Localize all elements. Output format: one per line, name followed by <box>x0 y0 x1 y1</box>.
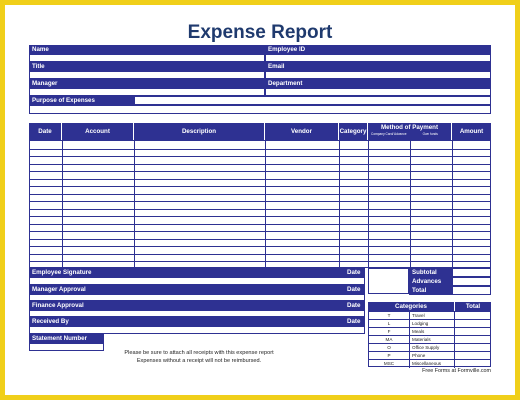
category-name: Travel <box>412 313 425 318</box>
category-code: T <box>369 312 410 319</box>
advances-label: Advances <box>409 277 452 286</box>
employee-signature-field[interactable] <box>29 277 365 285</box>
table-row-divider <box>30 239 490 240</box>
receipt-note-1: Please be sure to attach all receipts with this expense report <box>124 350 274 356</box>
table-row-divider <box>30 194 490 195</box>
name-field[interactable] <box>29 54 265 62</box>
category-row <box>369 344 490 352</box>
category-code: MA <box>369 336 410 343</box>
email-field[interactable] <box>265 71 491 79</box>
employee-signature-date: Date <box>347 269 361 276</box>
category-total-field[interactable] <box>454 360 490 368</box>
page-title: Expense Report <box>187 22 333 43</box>
table-row-divider <box>30 216 490 217</box>
col-method-of-payment <box>368 123 452 140</box>
manager-field[interactable] <box>29 88 265 96</box>
expense-table-body[interactable] <box>29 140 491 268</box>
finance-approval-date: Date <box>347 302 361 309</box>
category-row <box>369 328 490 336</box>
table-row-divider <box>30 179 490 180</box>
category-total-field[interactable] <box>454 344 490 351</box>
table-row-divider <box>30 201 490 202</box>
category-name: Miscellaneous <box>412 361 442 366</box>
manager-approval-text: Manager Approval <box>32 286 86 293</box>
category-row <box>369 336 490 344</box>
category-code: O <box>369 344 410 351</box>
purpose-field-line1[interactable] <box>134 96 491 105</box>
employee-id-label: Employee ID <box>265 45 491 54</box>
footer-credit: Free Forms at Formville.com <box>422 368 491 374</box>
employee-id-field[interactable] <box>265 54 491 62</box>
manager-approval-label <box>29 285 365 294</box>
category-name: Materials <box>412 337 431 342</box>
table-col-divider <box>452 141 453 267</box>
category-row <box>369 312 490 320</box>
table-col-divider <box>134 141 135 267</box>
department-field[interactable] <box>265 88 491 96</box>
category-name: Phone <box>412 353 426 358</box>
purpose-field-line2[interactable] <box>29 105 491 114</box>
received-by-field[interactable] <box>29 326 365 334</box>
advances-field[interactable] <box>452 277 491 286</box>
department-label: Department <box>265 79 491 88</box>
subtotal-field[interactable] <box>452 268 491 277</box>
col-category: Category <box>339 123 368 140</box>
total-field[interactable] <box>452 286 491 295</box>
received-by-label <box>29 317 365 326</box>
method-own-funds: Own funds <box>422 132 438 136</box>
title-label: Title <box>29 62 265 71</box>
category-code: F <box>369 328 410 335</box>
category-name: Office Supply <box>412 345 440 350</box>
col-description: Description <box>134 123 265 140</box>
expense-table-header <box>29 123 491 140</box>
manager-approval-field[interactable] <box>29 294 365 301</box>
table-row-divider <box>30 186 490 187</box>
table-row-divider <box>30 171 490 172</box>
category-row <box>369 320 490 328</box>
category-name: Lodging <box>412 321 429 326</box>
category-total-field[interactable] <box>454 312 490 319</box>
table-row-divider <box>30 224 490 225</box>
totals-spacer <box>368 268 409 294</box>
name-label: Name <box>29 45 265 54</box>
category-name: Meals <box>412 329 425 334</box>
category-total-field[interactable] <box>454 328 490 335</box>
subtotal-label: Subtotal <box>409 268 452 277</box>
statement-number-field[interactable] <box>29 343 104 351</box>
table-col-divider <box>368 141 369 267</box>
received-by-text: Received By <box>32 318 69 325</box>
table-row-divider <box>30 231 490 232</box>
table-col-divider <box>339 141 340 267</box>
table-row-divider <box>30 156 490 157</box>
statement-number-label: Statement Number <box>29 334 104 343</box>
total-label: Total <box>409 286 452 295</box>
table-row-divider <box>30 209 490 210</box>
employee-signature-text: Employee Signature <box>32 269 92 276</box>
col-account: Account <box>62 123 134 140</box>
category-row <box>369 360 490 368</box>
category-total-field[interactable] <box>454 336 490 343</box>
receipt-note-2: Expenses without a receipt will not be reimbursed. <box>136 358 262 364</box>
category-code: MSC <box>369 360 410 368</box>
categories-table <box>368 311 491 367</box>
table-row-divider <box>30 254 490 255</box>
col-vendor: Vendor <box>265 123 339 140</box>
categories-header: Categories <box>368 302 454 311</box>
finance-approval-text: Finance Approval <box>32 302 84 309</box>
method-header: Method of Payment <box>380 124 439 131</box>
table-col-divider <box>62 141 63 267</box>
manager-label: Manager <box>29 79 265 88</box>
table-col-divider <box>410 141 411 267</box>
table-row-divider <box>30 149 490 150</box>
category-total-field[interactable] <box>454 320 490 327</box>
email-label: Email <box>265 62 491 71</box>
title-field[interactable] <box>29 71 265 79</box>
category-code: L <box>369 320 410 327</box>
table-row-divider <box>30 164 490 165</box>
categories-total-header: Total <box>454 302 491 311</box>
finance-approval-field[interactable] <box>29 310 365 317</box>
table-row-divider <box>30 246 490 247</box>
table-row-divider <box>30 261 490 262</box>
category-code: P <box>369 352 410 359</box>
col-amount: Amount <box>452 123 491 140</box>
manager-approval-date: Date <box>347 286 361 293</box>
employee-signature-label <box>29 268 365 277</box>
col-date: Date <box>29 123 62 140</box>
table-col-divider <box>265 141 266 267</box>
category-row <box>369 352 490 360</box>
category-total-field[interactable] <box>454 352 490 359</box>
finance-approval-label <box>29 301 365 310</box>
purpose-label: Purpose of Expenses <box>29 96 134 105</box>
method-company-card: Company Card/ Advance <box>371 132 407 136</box>
received-by-date: Date <box>347 318 361 325</box>
